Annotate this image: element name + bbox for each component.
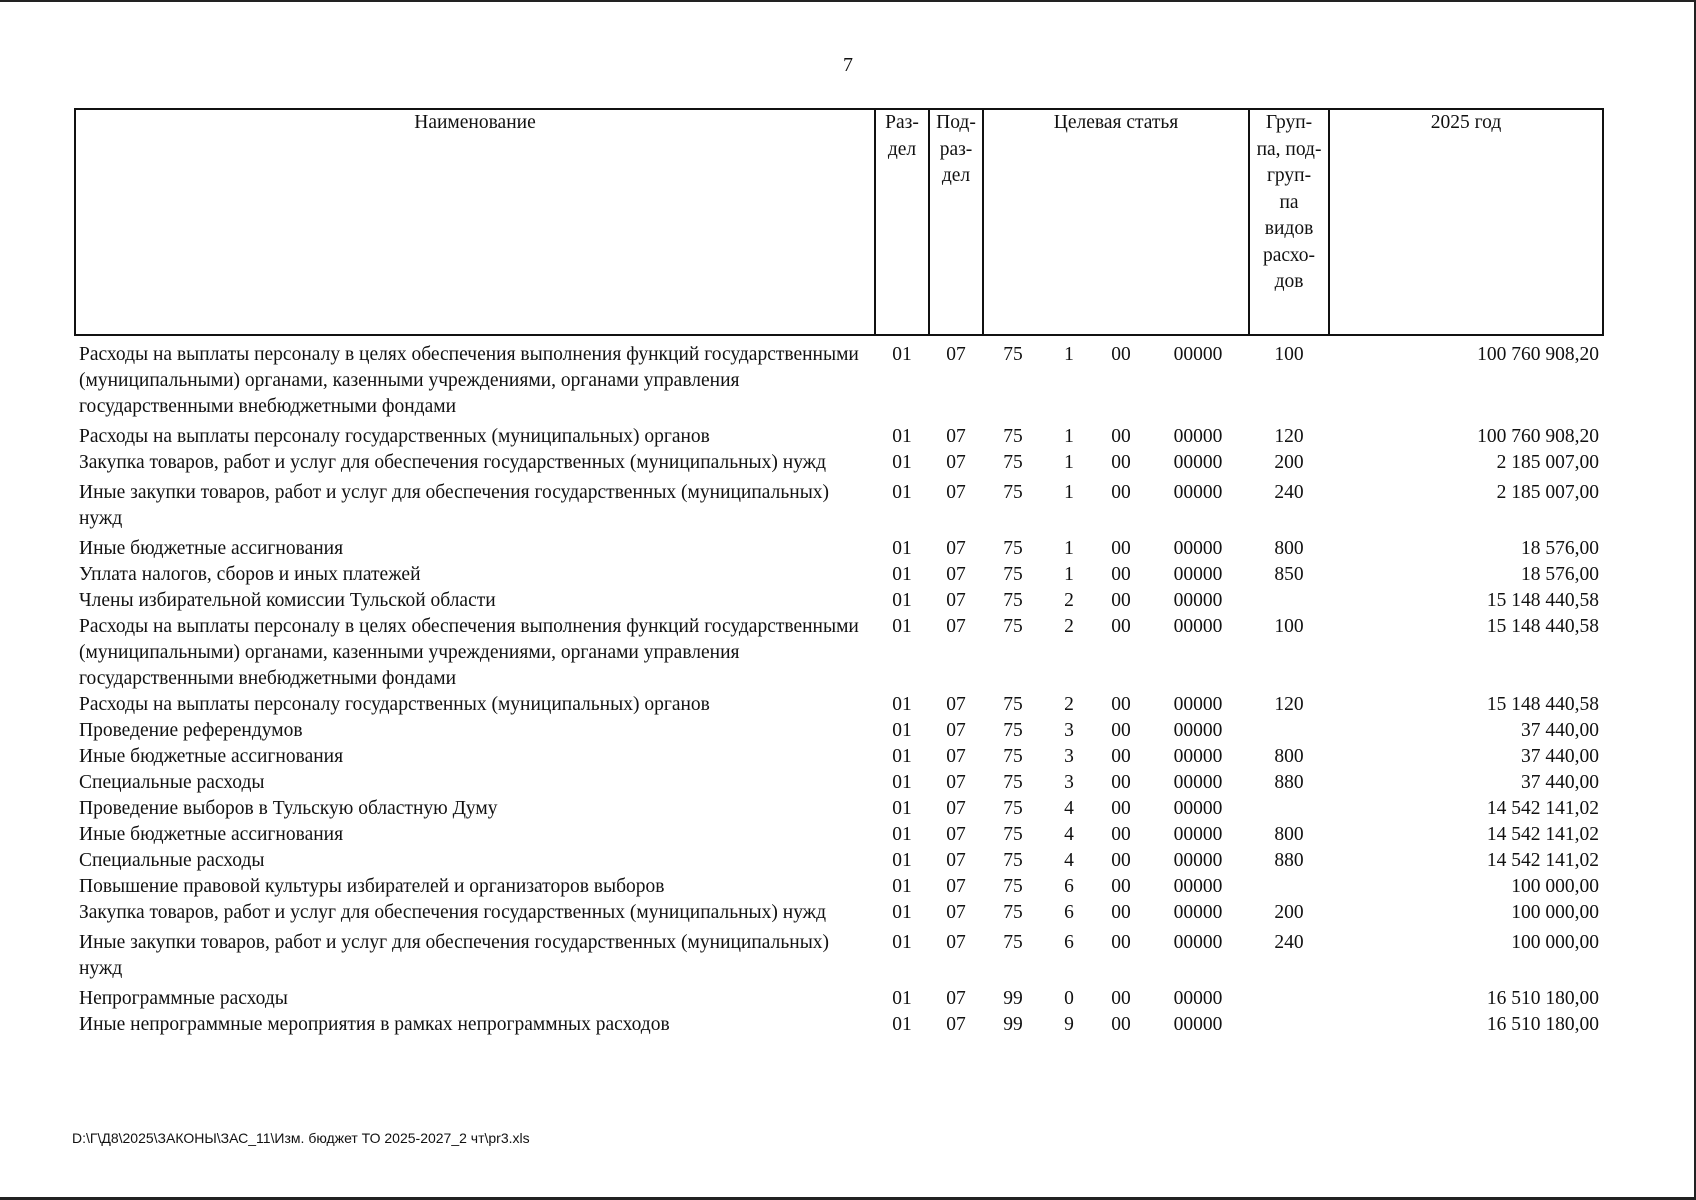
cell-amount: 16 510 180,00 [1486, 988, 1600, 1009]
table-row [75, 822, 1603, 848]
cell-name: Иные непрограммные мероприятия в рамках непрограммных расходов [79, 1014, 670, 1035]
cell-target-direction: 00000 [1173, 876, 1223, 897]
cell-target-program: 75 [1003, 344, 1023, 365]
cell-name: Проведение референдумов [79, 720, 303, 741]
cell-target-event: 00 [1111, 616, 1131, 637]
table-row [75, 536, 1603, 562]
cell-target-event: 00 [1111, 1014, 1131, 1035]
cell-target-direction: 00000 [1173, 798, 1223, 819]
cell-target-program: 75 [1003, 824, 1023, 845]
cell-razdel: 01 [892, 798, 912, 819]
cell-name: Расходы на выплаты персоналу в целях обеспечения выполнения функций государственными (муниципальными) органами, казенными учреждениями, органами управления государственными внебюджетными фондами [79, 616, 859, 689]
cell-razdel: 01 [892, 344, 912, 365]
header-group: Груп- па, под- груп- па видов расхо- дов [1249, 109, 1329, 335]
cell-razdel: 01 [892, 902, 912, 923]
cell-group [1249, 874, 1329, 900]
cell-group: 800 [1274, 824, 1304, 845]
header-year: 2025 год [1329, 109, 1603, 335]
cell-target-direction: 00000 [1173, 824, 1223, 845]
cell-name: Закупка товаров, работ и услуг для обеспечения государственных (муниципальных) нужд [79, 452, 827, 473]
cell-target-program: 75 [1003, 564, 1023, 585]
cell-target-event: 00 [1111, 720, 1131, 741]
cell-razdel: 01 [892, 426, 912, 447]
cell-amount: 100 760 908,20 [1477, 344, 1600, 365]
cell-name: Иные закупки товаров, работ и услуг для обеспечения государственных (муниципальных) нужд [79, 932, 830, 979]
cell-amount: 37 440,00 [1521, 746, 1600, 767]
cell-razdel: 01 [892, 538, 912, 559]
cell-target-direction: 00000 [1173, 932, 1223, 953]
table-row [75, 848, 1603, 874]
cell-podrazdel: 07 [946, 452, 966, 473]
cell-target-subprogram: 3 [1064, 746, 1074, 767]
cell-amount: 2 185 007,00 [1496, 482, 1600, 503]
cell-target-direction: 00000 [1173, 426, 1223, 447]
table-row [75, 424, 1603, 450]
cell-target-program: 99 [1003, 988, 1023, 1009]
cell-target-program: 75 [1003, 850, 1023, 871]
cell-target-subprogram: 0 [1064, 988, 1074, 1009]
cell-target-event: 00 [1111, 694, 1131, 715]
cell-target-direction: 00000 [1173, 694, 1223, 715]
table-row [75, 335, 1603, 424]
cell-target-direction: 00000 [1173, 538, 1223, 559]
cell-podrazdel: 07 [946, 564, 966, 585]
cell-target-program: 75 [1003, 902, 1023, 923]
cell-target-event: 00 [1111, 426, 1131, 447]
cell-target-event: 00 [1111, 902, 1131, 923]
cell-razdel: 01 [892, 590, 912, 611]
cell-razdel: 01 [892, 564, 912, 585]
cell-target-event: 00 [1111, 452, 1131, 473]
cell-name: Иные бюджетные ассигнования [79, 538, 344, 559]
cell-podrazdel: 07 [946, 694, 966, 715]
cell-amount: 37 440,00 [1521, 720, 1600, 741]
cell-target-program: 75 [1003, 590, 1023, 611]
cell-target-subprogram: 4 [1064, 798, 1074, 819]
cell-name: Специальные расходы [79, 772, 265, 793]
table-row [75, 770, 1603, 796]
cell-group: 200 [1274, 452, 1304, 473]
cell-target-direction: 00000 [1173, 988, 1223, 1009]
cell-target-subprogram: 4 [1064, 824, 1074, 845]
cell-target-subprogram: 6 [1064, 876, 1074, 897]
cell-target-subprogram: 2 [1064, 694, 1074, 715]
cell-group: 120 [1274, 694, 1304, 715]
cell-group [1249, 718, 1329, 744]
cell-target-program: 75 [1003, 482, 1023, 503]
cell-group: 240 [1274, 482, 1304, 503]
cell-target-subprogram: 6 [1064, 902, 1074, 923]
cell-name: Специальные расходы [79, 850, 265, 871]
cell-target-event: 00 [1111, 988, 1131, 1009]
cell-target-direction: 00000 [1173, 616, 1223, 637]
cell-target-direction: 00000 [1173, 720, 1223, 741]
cell-target-event: 00 [1111, 538, 1131, 559]
cell-amount: 100 000,00 [1511, 876, 1600, 897]
cell-target-direction: 00000 [1173, 590, 1223, 611]
table-row [75, 986, 1603, 1012]
cell-group: 200 [1274, 902, 1304, 923]
cell-name: Расходы на выплаты персоналу государственных (муниципальных) органов [79, 426, 710, 447]
cell-target-direction: 00000 [1173, 344, 1223, 365]
cell-target-event: 00 [1111, 798, 1131, 819]
table-row [75, 900, 1603, 930]
budget-table [74, 108, 1604, 1038]
cell-podrazdel: 07 [946, 590, 966, 611]
cell-name: Члены избирательной комиссии Тульской области [79, 590, 496, 611]
cell-razdel: 01 [892, 616, 912, 637]
cell-target-program: 75 [1003, 452, 1023, 473]
cell-target-event: 00 [1111, 932, 1131, 953]
cell-amount: 15 148 440,58 [1486, 590, 1600, 611]
cell-target-event: 00 [1111, 876, 1131, 897]
cell-group: 880 [1274, 850, 1304, 871]
cell-podrazdel: 07 [946, 482, 966, 503]
cell-name: Проведение выборов в Тульскую областную Думу [79, 798, 498, 819]
cell-group: 120 [1274, 426, 1304, 447]
cell-target-direction: 00000 [1173, 564, 1223, 585]
cell-podrazdel: 07 [946, 538, 966, 559]
cell-podrazdel: 07 [946, 426, 966, 447]
table-row [75, 450, 1603, 480]
page-number: 7 [843, 54, 853, 76]
cell-amount: 14 542 141,02 [1486, 850, 1600, 871]
cell-group: 100 [1274, 344, 1304, 365]
cell-group [1249, 588, 1329, 614]
cell-target-subprogram: 2 [1064, 616, 1074, 637]
cell-podrazdel: 07 [946, 344, 966, 365]
cell-target-subprogram: 1 [1064, 426, 1074, 447]
cell-target-direction: 00000 [1173, 746, 1223, 767]
cell-podrazdel: 07 [946, 824, 966, 845]
cell-target-subprogram: 3 [1064, 772, 1074, 793]
cell-amount: 15 148 440,58 [1486, 694, 1600, 715]
cell-target-program: 75 [1003, 616, 1023, 637]
cell-podrazdel: 07 [946, 988, 966, 1009]
cell-group: 800 [1274, 746, 1304, 767]
cell-target-event: 00 [1111, 746, 1131, 767]
cell-razdel: 01 [892, 932, 912, 953]
cell-amount: 18 576,00 [1521, 564, 1600, 585]
cell-podrazdel: 07 [946, 616, 966, 637]
cell-target-subprogram: 1 [1064, 452, 1074, 473]
cell-target-subprogram: 3 [1064, 720, 1074, 741]
cell-target-subprogram: 1 [1064, 482, 1074, 503]
cell-podrazdel: 07 [946, 876, 966, 897]
cell-group [1249, 796, 1329, 822]
cell-razdel: 01 [892, 720, 912, 741]
cell-amount: 15 148 440,58 [1486, 616, 1600, 637]
table-row [75, 874, 1603, 900]
cell-target-subprogram: 1 [1064, 344, 1074, 365]
table-row [75, 588, 1603, 614]
cell-target-program: 75 [1003, 426, 1023, 447]
cell-target-subprogram: 9 [1064, 1014, 1074, 1035]
table-row [75, 930, 1603, 986]
header-podrazdel: Под- раз- дел [929, 109, 983, 335]
cell-podrazdel: 07 [946, 772, 966, 793]
cell-razdel: 01 [892, 988, 912, 1009]
cell-target-program: 75 [1003, 932, 1023, 953]
cell-target-program: 75 [1003, 694, 1023, 715]
header-name: Наименование [75, 109, 875, 335]
table-row [75, 614, 1603, 692]
cell-name: Расходы на выплаты персоналу государственных (муниципальных) органов [79, 694, 710, 715]
cell-target-event: 00 [1111, 564, 1131, 585]
cell-razdel: 01 [892, 850, 912, 871]
cell-amount: 14 542 141,02 [1486, 824, 1600, 845]
cell-name: Расходы на выплаты персоналу в целях обеспечения выполнения функций государственными (муниципальными) органами, казенными учреждениями, органами управления государственными внебюджетными фондами [79, 344, 859, 417]
table-row [75, 718, 1603, 744]
table-header [75, 109, 1603, 335]
cell-target-subprogram: 1 [1064, 564, 1074, 585]
cell-razdel: 01 [892, 876, 912, 897]
cell-target-direction: 00000 [1173, 850, 1223, 871]
table-row [75, 1012, 1603, 1038]
cell-target-subprogram: 1 [1064, 538, 1074, 559]
table-row [75, 480, 1603, 536]
cell-target-event: 00 [1111, 590, 1131, 611]
cell-target-program: 99 [1003, 1014, 1023, 1035]
cell-target-program: 75 [1003, 538, 1023, 559]
page-top-border [0, 0, 1696, 2]
cell-amount: 100 000,00 [1511, 902, 1600, 923]
cell-target-event: 00 [1111, 482, 1131, 503]
cell-podrazdel: 07 [946, 1014, 966, 1035]
cell-amount: 16 510 180,00 [1486, 1014, 1600, 1035]
cell-target-program: 75 [1003, 876, 1023, 897]
cell-name: Закупка товаров, работ и услуг для обеспечения государственных (муниципальных) нужд [79, 902, 827, 923]
cell-target-program: 75 [1003, 772, 1023, 793]
footer-file-path: D:\Г\Д8\2025\ЗАКОНЫ\ЗАС_11\Изм. бюджет ТО 2025-2027_2 чт\pr3.xls [72, 1130, 530, 1146]
cell-podrazdel: 07 [946, 850, 966, 871]
cell-group [1249, 1012, 1329, 1038]
cell-target-program: 75 [1003, 798, 1023, 819]
cell-razdel: 01 [892, 772, 912, 793]
cell-target-direction: 00000 [1173, 772, 1223, 793]
cell-amount: 2 185 007,00 [1496, 452, 1600, 473]
cell-target-program: 75 [1003, 720, 1023, 741]
cell-razdel: 01 [892, 824, 912, 845]
cell-name: Уплата налогов, сборов и иных платежей [79, 564, 421, 585]
cell-group: 880 [1274, 772, 1304, 793]
cell-amount: 14 542 141,02 [1486, 798, 1600, 819]
cell-target-direction: 00000 [1173, 482, 1223, 503]
cell-target-event: 00 [1111, 344, 1131, 365]
cell-podrazdel: 07 [946, 932, 966, 953]
table-row [75, 692, 1603, 718]
cell-group: 100 [1274, 616, 1304, 637]
cell-amount: 100 760 908,20 [1477, 426, 1600, 447]
header-razdel: Раз- дел [875, 109, 929, 335]
header-target-article: Целевая статья [983, 109, 1249, 335]
cell-target-direction: 00000 [1173, 902, 1223, 923]
cell-razdel: 01 [892, 1014, 912, 1035]
cell-podrazdel: 07 [946, 720, 966, 741]
table-row [75, 562, 1603, 588]
cell-group: 850 [1274, 564, 1304, 585]
cell-razdel: 01 [892, 746, 912, 767]
cell-target-subprogram: 4 [1064, 850, 1074, 871]
table-row [75, 744, 1603, 770]
cell-amount: 37 440,00 [1521, 772, 1600, 793]
cell-name: Иные бюджетные ассигнования [79, 824, 344, 845]
cell-name: Иные бюджетные ассигнования [79, 746, 344, 767]
cell-amount: 18 576,00 [1521, 538, 1600, 559]
cell-target-direction: 00000 [1173, 1014, 1223, 1035]
cell-target-event: 00 [1111, 772, 1131, 793]
table-row [75, 796, 1603, 822]
cell-target-subprogram: 2 [1064, 590, 1074, 611]
cell-target-program: 75 [1003, 746, 1023, 767]
cell-amount: 100 000,00 [1511, 932, 1600, 953]
cell-group: 800 [1274, 538, 1304, 559]
cell-podrazdel: 07 [946, 902, 966, 923]
cell-podrazdel: 07 [946, 746, 966, 767]
cell-name: Непрограммные расходы [79, 988, 288, 1009]
cell-podrazdel: 07 [946, 798, 966, 819]
cell-target-direction: 00000 [1173, 452, 1223, 473]
cell-group: 240 [1274, 932, 1304, 953]
cell-group [1249, 986, 1329, 1012]
cell-razdel: 01 [892, 482, 912, 503]
cell-razdel: 01 [892, 694, 912, 715]
cell-target-event: 00 [1111, 850, 1131, 871]
cell-name: Иные закупки товаров, работ и услуг для обеспечения государственных (муниципальных) нужд [79, 482, 830, 529]
cell-razdel: 01 [892, 452, 912, 473]
cell-target-event: 00 [1111, 824, 1131, 845]
cell-name: Повышение правовой культуры избирателей и организаторов выборов [79, 876, 665, 897]
cell-target-subprogram: 6 [1064, 932, 1074, 953]
table-body [75, 335, 1603, 1038]
